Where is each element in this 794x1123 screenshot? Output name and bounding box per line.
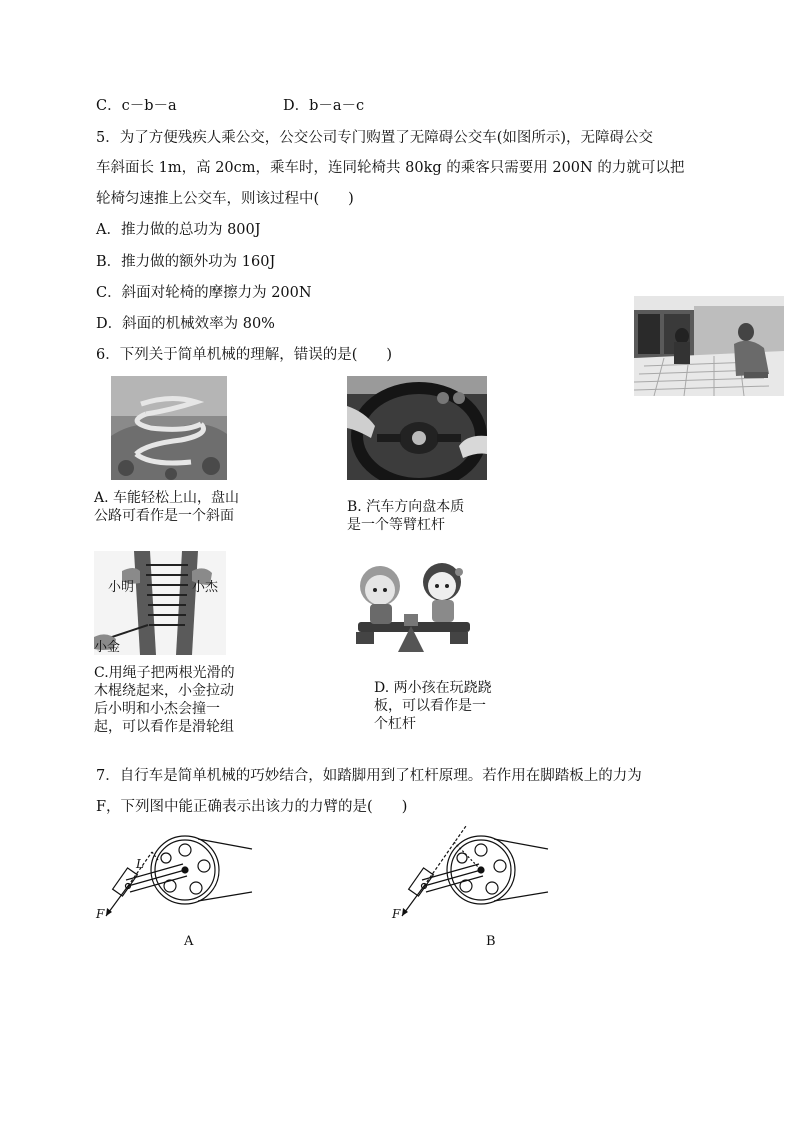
seesaw-photo [348, 560, 476, 652]
caption-a: A. 车能轻松上山，盘山公路可看作是一个斜面 [94, 490, 240, 524]
arm-label-a: L [136, 857, 144, 871]
question-5-line-1: 5．为了方便残疾人乘公交，公交公司专门购置了无障碍公交车(如图所示)，无障碍公交 [96, 130, 654, 146]
label-xiaojin: 小金 [94, 640, 121, 655]
question-5-line-2: 车斜面长 1m，高 20cm，乘车时，连同轮椅共 80kg 的乘客只需要用 200N 的力就可以把 [96, 160, 685, 176]
caption-b: B. 汽车方向盘本质是一个等臂杠杆 [347, 499, 465, 533]
label-xiaoming: 小明 [108, 580, 135, 595]
caption-d: D. 两小孩在玩跷跷板，可以看作是一个杠杆 [374, 680, 492, 732]
question-5-option-d: D．斜面的机械效率为 80% [96, 316, 275, 332]
rope-sticks-photo [94, 551, 226, 655]
figure-b-diagram [386, 822, 556, 932]
mountain-road-photo [111, 376, 227, 480]
bus-ramp-photo [634, 296, 784, 396]
option-c: C．c－b－a [96, 98, 177, 114]
question-5-option-b: B．推力做的额外功为 160J [96, 254, 276, 270]
question-5-option-c: C．斜面对轮椅的摩擦力为 200N [96, 285, 312, 301]
force-label-a: F [96, 907, 105, 921]
question-7-line-2: F，下列图中能正确表示出该力的力臂的是( ) [96, 799, 408, 815]
option-d: D．b－a－c [283, 98, 365, 114]
figure-b-caption: B [486, 934, 496, 949]
force-label-b: F [392, 907, 401, 921]
figure-a-caption: A [184, 934, 194, 949]
figure-a-diagram [90, 822, 260, 932]
question-6-stem: 6．下列关于简单机械的理解，错误的是( ) [96, 347, 393, 363]
steering-wheel-photo [347, 376, 487, 480]
question-7-line-1: 7．自行车是简单机械的巧妙结合，如踏脚用到了杠杆原理。若作用在脚踏板上的力为 [96, 768, 642, 784]
question-5-line-3: 轮椅匀速推上公交车，则该过程中( ) [96, 191, 354, 207]
question-5-option-a: A．推力做的总功为 800J [96, 222, 261, 238]
label-xiaojie: 小杰 [192, 580, 219, 595]
caption-c: C.用绳子把两根光滑的木棍绕起来，小金拉动后小明和小杰会撞一起，可以看作是滑轮组 [94, 665, 235, 735]
